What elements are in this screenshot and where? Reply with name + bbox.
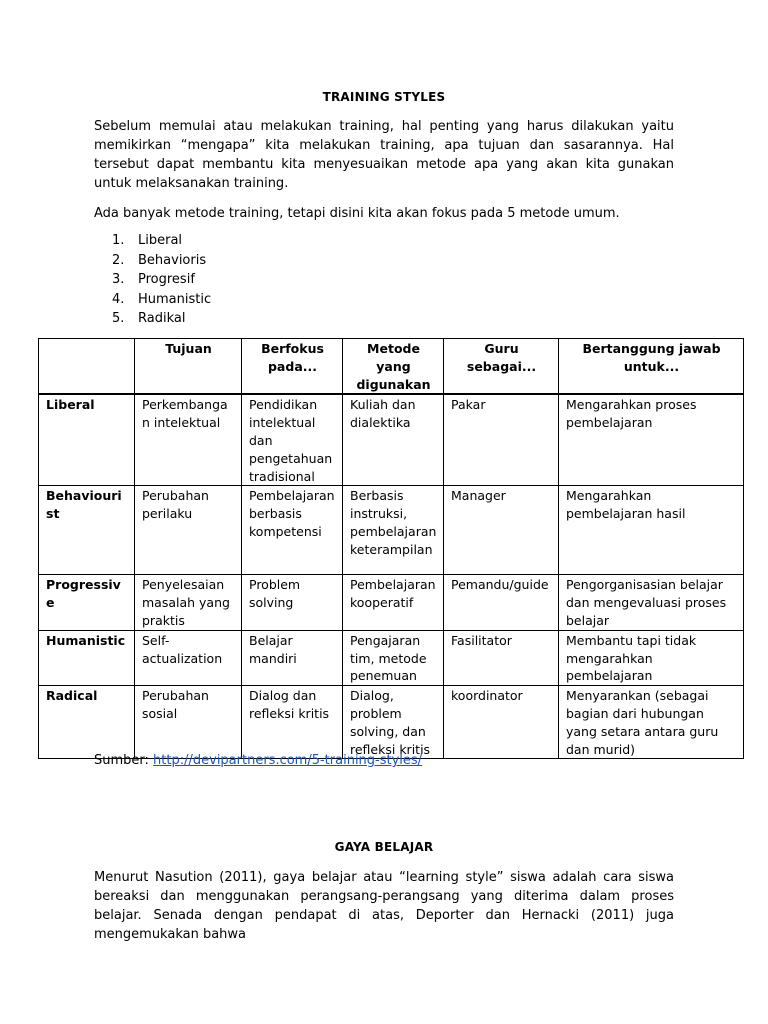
table-cell: Dialog, problem solving, dan refleksi kritis: [343, 686, 444, 759]
source-label: Sumber:: [94, 753, 149, 768]
list-item: [112, 290, 211, 310]
table-header-row: [39, 339, 744, 395]
section-title-training-styles: TRAINING STYLES: [322, 90, 446, 104]
list-item: [112, 270, 211, 290]
source-link[interactable]: http://devipartners.com/5-training-styles/: [153, 753, 423, 768]
table-cell: Pendidikan intelektual dan pengetahuan tradisional: [242, 394, 343, 485]
table-header-cell: Guru sebagai...: [444, 339, 559, 395]
table-row: [39, 630, 744, 685]
table-row: [39, 394, 744, 485]
table-cell: Mengarahkan proses pembelajaran: [559, 394, 744, 485]
table-row-label: Liberal: [39, 394, 135, 485]
table-cell: Self-actualization: [135, 630, 242, 685]
table-cell: Kuliah dan dialektika: [343, 394, 444, 485]
table-cell: Menyarankan (sebagai bagian dari hubungan yang setara antara guru dan murid): [559, 686, 744, 759]
table-cell: koordinator: [444, 686, 559, 759]
table-row: [39, 686, 744, 759]
table-row: [39, 575, 744, 630]
list-text: Humanistic: [138, 291, 212, 307]
table-cell: Problem solving: [242, 575, 343, 630]
table-cell: Manager: [444, 486, 559, 575]
table-cell: Pembelajaran kooperatif: [343, 575, 444, 630]
list-item: [112, 231, 211, 251]
table-cell: Membantu tapi tidak mengarahkan pembelajaran: [559, 630, 744, 685]
list-number: 2.: [112, 252, 125, 268]
list-text: Liberal: [138, 233, 183, 248]
list-number: 5.: [112, 311, 125, 326]
table-cell: Pengorganisasian belajar dan mengevaluasi proses belajar: [559, 575, 744, 630]
list-item: [112, 309, 211, 329]
list-item: [112, 251, 211, 271]
table-row-label: Radical: [39, 686, 135, 759]
table-row-label: Behaviourist: [39, 486, 135, 575]
list-number: 1.: [112, 233, 125, 248]
list-number: 3.: [112, 272, 125, 287]
table-row-label: Humanistic: [39, 630, 135, 685]
table-cell: Berbasis instruksi, pembelajaran keterampilan: [343, 486, 444, 575]
list-number: 4.: [112, 291, 125, 307]
table-cell: Perubahan perilaku: [135, 486, 242, 575]
list-text: Radikal: [138, 311, 186, 326]
table-row: [39, 486, 744, 575]
table-cell: Mengarahkan pembelajaran hasil: [559, 486, 744, 575]
table-cell: Pengajaran tim, metode penemuan: [343, 630, 444, 685]
list-text: Progresif: [138, 272, 195, 287]
table-cell: Perkembangan intelektual: [135, 394, 242, 485]
source-line: [94, 751, 422, 770]
training-styles-table: [38, 338, 744, 759]
table-header-cell: Metode yang digunakan: [343, 339, 444, 395]
table-cell: Penyelesaian masalah yang praktis: [135, 575, 242, 630]
table-cell: Pakar: [444, 394, 559, 485]
table-header-cell: Tujuan: [135, 339, 242, 395]
intro-paragraph: Sebelum memulai atau melakukan training, hal penting yang harus dilakukan yaitu memikirkan “mengapa” kita melakukan training, apa tujuan dan sasarannya. Hal tersebut dapat membantu kita menyesuaikan metode apa yang akan kita gunakan untuk melaksanakan training.: [94, 119, 674, 191]
table-cell: Pembelajaran berbasis kompetensi: [242, 486, 343, 575]
table-header-cell: [39, 339, 135, 395]
table-cell: Fasilitator: [444, 630, 559, 685]
methods-list: [112, 231, 211, 329]
section-title-gaya-belajar: GAYA BELAJAR: [334, 840, 434, 854]
gaya-belajar-paragraph: Menurut Nasution (2011), gaya belajar atau “learning style” siswa adalah cara siswa bereaksi dan menggunakan perangsang-perangsang yang diterima dalam proses belajar. Senada dengan pendapat di atas, Deporter dan Hernacki (2011) juga mengemukakan bahwa: [94, 870, 674, 942]
methods-paragraph: Ada banyak metode training, tetapi disini kita akan fokus pada 5 metode umum.: [94, 206, 620, 221]
table-cell: Pemandu/guide: [444, 575, 559, 630]
table-header-cell: Bertanggung jawab untuk...: [559, 339, 744, 395]
table-cell: Perubahan sosial: [135, 686, 242, 759]
table-cell: Dialog dan refleksi kritis: [242, 686, 343, 759]
list-text: Behavioris: [138, 252, 207, 268]
table-row-label: Progressive: [39, 575, 135, 630]
table-header-cell: Berfokus pada...: [242, 339, 343, 395]
table-cell: Belajar mandiri: [242, 630, 343, 685]
